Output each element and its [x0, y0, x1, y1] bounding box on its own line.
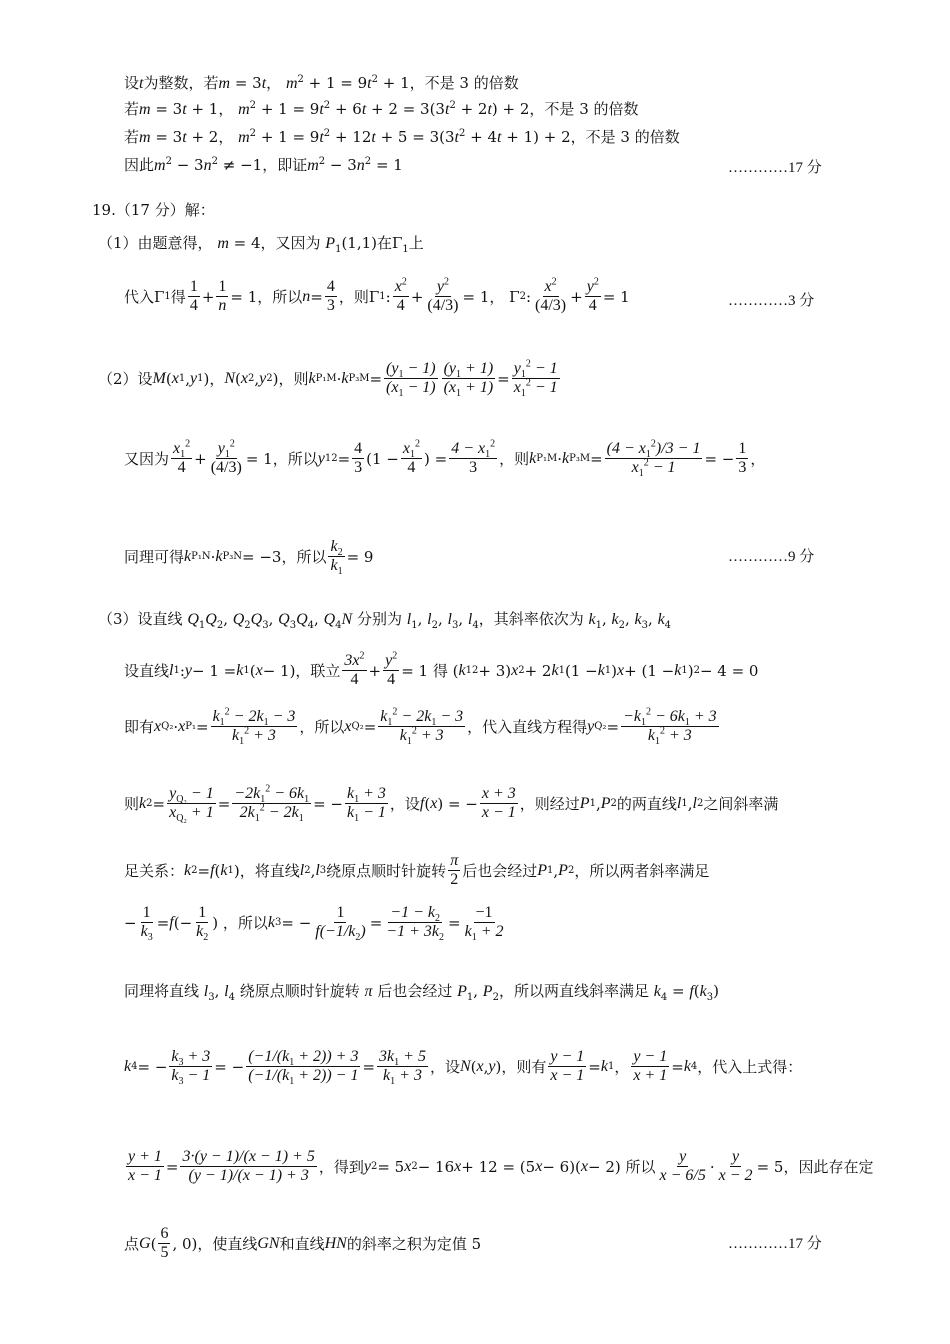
proof-line-3: 若m = 3t + 2， $m^2 + 1 = 9t^2 + 12t + 5 = 3(3t^2 + 4t + 1) + 2$，不是 3 的倍数 [124, 128, 680, 146]
proof-line-2: 若m = 3t + 1， $m^2 + 1 = 9t^2 + 6t + 2 = 3(3t^2 + 2t) + 2$，不是 3 的倍数 [124, 100, 639, 118]
q19-part1-sub: 代入Γ 1 得 $\frac{1}{4}$ + $\frac{1}{n}$ = 1，所以 n = $\frac{4}{3}$ ，则Γ 1 : $\frac{x^2}{4}$ + $\frac{y^2}{(4/3)}$ = 1， Γ 2 : $\frac{x^2}{(4/3)}$ + $\frac{y^2}{4}$ = 1 [124, 276, 630, 314]
q19-part3-line-5: 足关系： k 2 = f ( k 1 )，将直线 l 2 , l 3 绕原点顺时针旋转 $\frac{\pi}{2}$ 后也会经过 P 1 , P 2 ，所以两者斜率满足 [124, 852, 710, 888]
proof-line-1: 设t为整数，若m = 3t， $m^2 + 1 = 9t^2 + 1$，不是 3 的倍数 [124, 74, 519, 92]
q19-part3-line-4: 则 k 2 = $\frac{y_{Q_2} - 1}{x_{Q_2} + 1}$ = $\frac{-2k_1^2 - 6k_1}{2k_1^2 - 2k_1}$ = − $\frac{k_1 + 3}{k_1 - 1}$ ，设 f ( x ) = − $\frac{x + 3}{x - 1}$ ，则经过 P 1 , P 2 的两直线 l 1 , l 2 之间斜率满 [124, 783, 779, 825]
score-9: …………9 分 [728, 549, 815, 565]
score-17-b: …………17 分 [728, 1236, 822, 1252]
q19-part3-line-6: − $\frac{1}{k_3}$ = f (− $\frac{1}{k_2}$ ) ，所以 k 3 = − $\frac{1}{f(-1/k_2)}$ = $\frac{-1 - k_2}{-1 + 3k_2}$ = $\frac{-1}{k_1 + 2}$ [124, 904, 504, 944]
q19-part1-line: （1）由题意得， m = 4，又因为 $P_1(1,1)$在$\Gamma_1$上 [98, 234, 424, 255]
q19-part2-line-1: （2）设 M ( x 1 , y 1 )， N ( x 2 , y 2 )，则 k P₁M · k P₃M = $\frac{(y_1 - 1)}{(x_1 - 1)}$ $\frac{(y_1 + 1)}{(x_1 + 1)}$ = $\frac{y_1^2 - 1}{x_1^2 - 1}$ [98, 358, 558, 400]
q19-part3-line-3: 即有 x Q₂ · x P₁ = $\frac{k_1^2 - 2k_1 - 3}{k_1^2 + 3}$ ，所以 x Q₂ = $\frac{k_1^2 - 2k_1 - 3}{k_1^2 + 3}$ ，代入直线方程得 y Q₂ = $\frac{-k_1^2 - 6k_1 + 3}{k_1^2 + 3}$ [124, 706, 717, 748]
q19-part2-line-2: 又因为 $\frac{x_1^2}{4}$ + $\frac{y_1^2}{(4/3)}$ = 1，所以 y 1 2 = $\frac{4}{3}$ (1 − $\frac{x_1^2}{4}$ ) = $\frac{4 - x_1^2}{3}$ ，则 k P₁M · k P₃M = $\frac{(4 - x_1^2)/3 - 1}{x_1^2 - 1}$ = − $\frac{1}{3}$ ， [124, 438, 766, 480]
q19-part2-line-3: 同理可得 k P₁N · k P₃N = −3，所以 $\frac{k_2}{k_1}$ = 9 [124, 538, 374, 578]
q19-header: 19.（17 分）解： [92, 201, 215, 219]
q19-part3-line-7: 同理将直线 $l_3$, $l_4$ 绕原点顺时针旋转 π 后也会经过 $P_1$, $P_2$，所以两直线斜率满足 $k_4 = f(k_3)$ [124, 982, 719, 1003]
score-17-a: …………17 分 [728, 160, 822, 176]
q19-part3-line-2: 设直线 l 1 : y − 1 = k 1 ( x − 1)，联立 $\frac{3x^2}{4}$ + $\frac{y^2}{4}$ = 1 得 ( k 1 2 + 3) x 2 + 2 k 1 (1 − k 1 ) x + (1 − k 1 ) 2 − 4 = 0 [124, 650, 759, 688]
score-3: …………3 分 [728, 293, 815, 309]
q19-part3-line-8: k 4 = − $\frac{k_3 + 3}{k_3 - 1}$ = − $\frac{(-1/(k_1 + 2)) + 3}{(-1/(k_1 + 2)) - 1}$ = $\frac{3k_1 + 5}{k_1 + 3}$ ，设 N ( x , y )，则有 $\frac{y - 1}{x - 1}$ = k 1 ， $\frac{y - 1}{x + 1}$ = k 4 ，代入上式得： [124, 1048, 803, 1088]
q19-part3-line-1: （3）设直线 $Q_1Q_2$, $Q_2Q_3$, $Q_3Q_4$, $Q_4N$ 分别为 $l_1$, $l_2$, $l_3$, $l_4$，其斜率依次为 $k_1$, $k_2$, $k_3$, $k_4$ [98, 610, 672, 631]
q19-part3-line-10: 点 G ( $\frac{6}{5}$ , 0)，使直线 GN 和直线 HN 的斜率之积为定值 5 [124, 1225, 482, 1261]
q19-part3-line-9: $\frac{y + 1}{x - 1}$ = $\frac{3\cdot(y - 1)/(x - 1) + 5}{(y - 1)/(x - 1) + 3}$ ，得到 y 2 = 5 x 2 − 16 x + 12 = (5 x − 6)( x − 2) 所以 $\frac{y}{x - 6/5}$ · $\frac{y}{x - 2}$ = 5，因此存在定 [128, 1148, 874, 1184]
proof-line-4: 因此$m^2 - 3n^2 \ne -1$，即证$m^2 - 3n^2 = 1$ [124, 156, 403, 174]
